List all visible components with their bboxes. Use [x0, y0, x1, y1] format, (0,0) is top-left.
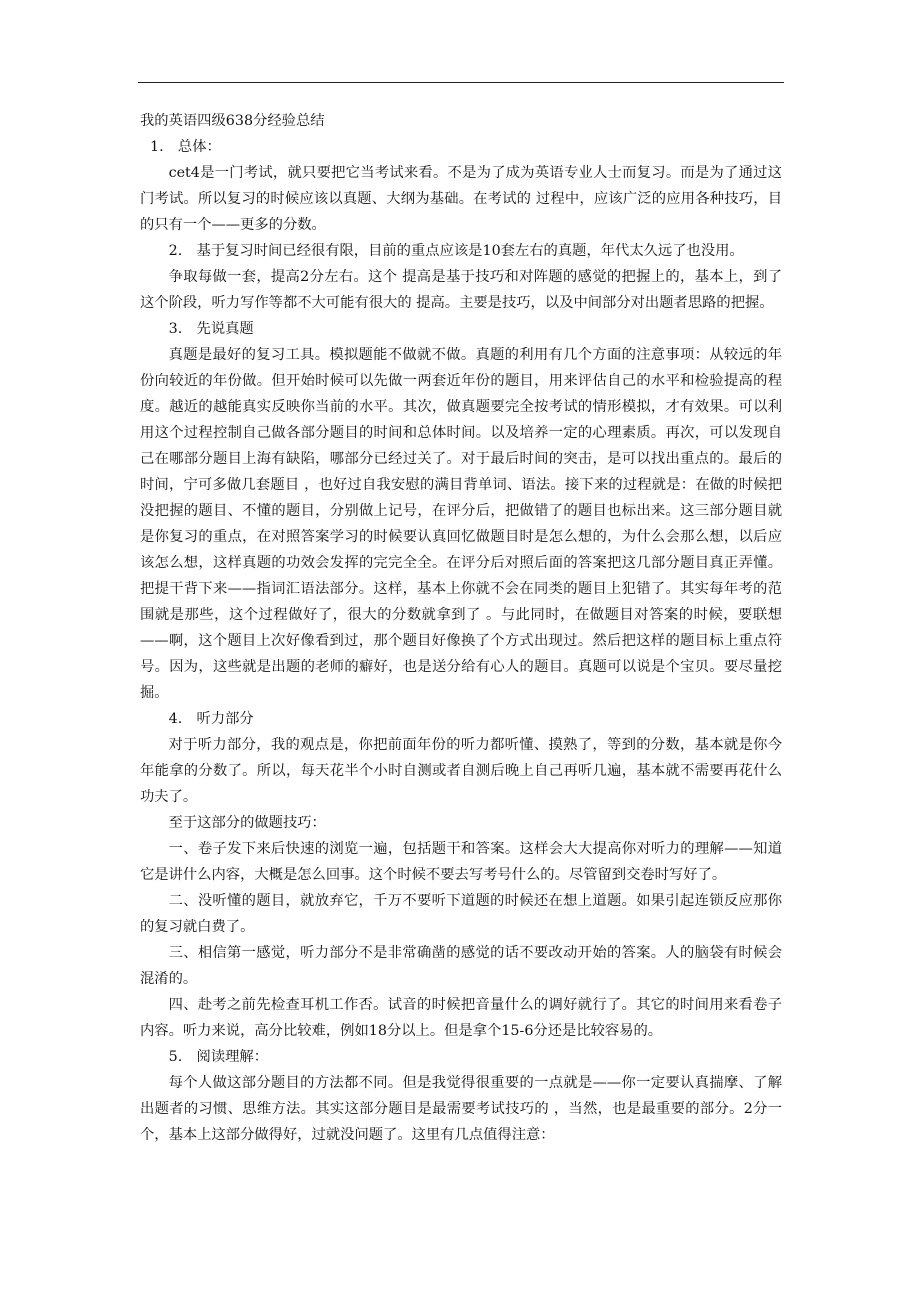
paragraph: 四、赴考之前先检查耳机工作否。试音的时候把音量什么的调好就行了。其它的时间用来看卷子内容。听力来说，高分比较难，例如18分以上。但是拿个15-6分还是比较容易的。	[140, 997, 782, 1039]
paragraph: 5. 阅读理解：	[168, 1049, 269, 1065]
header-rule	[138, 82, 784, 83]
paragraph: 二、没听懂的题目，就放弃它，千万不要听下道题的时候还在想上道题。如果引起连锁反应那你的复习就白费了。	[140, 893, 782, 935]
paragraph: 2. 基于复习时间已经很有限，目前的重点应该是10套左右的真题，年代太久远了也没用。	[168, 243, 744, 259]
document-title: 我的英语四级638分经验总结	[140, 113, 325, 129]
paragraph: 3. 先说真题	[168, 321, 254, 337]
paragraph: 对于听力部分，我的观点是，你把前面年份的听力都听懂、摸熟了，等到的分数，基本就是你今年能拿的分数了。所以，每天花半个小时自测或者自测后晚上自己再听几遍，基本就不需要再花什么功夫了。	[140, 737, 782, 805]
paragraph: cet4是一门考试，就只要把它当考试来看。不是为了成为英语专业人士而复习。而是为了通过这门考试。所以复习的时候应该以真题、大纲为基础。在考试的 过程中，应该广泛的应用各种技巧，目的只有一个——更多的分数。	[140, 165, 782, 233]
paragraph: 每个人做这部分题目的方法都不同。但是我觉得很重要的一点就是——你一定要认真揣摩、了解出题者的习惯、思维方法。其实这部分题目是最需要考试技巧的 ，当然，也是最重要的部分。2分一个，基本上这部分做得好，过就没问题了。这里有几点值得注意：	[140, 1075, 782, 1143]
paragraph: 至于这部分的做题技巧：	[168, 815, 326, 831]
paragraph: 一、卷子发下来后快速的浏览一遍，包括题干和答案。这样会大大提高你对听力的理解——知道它是讲什么内容，大概是怎么回事。这个时候不要去写考号什么的。尽管留到交卷时写好了。	[140, 841, 782, 883]
paragraph-list	[140, 134, 782, 1148]
paragraph: 三、相信第一感觉，听力部分不是非常确凿的感觉的话不要改动开始的答案。人的脑袋有时候会混淆的。	[140, 945, 782, 987]
paragraph: 争取每做一套，提高2分左右。这个 提高是基于技巧和对阵题的感觉的把握上的，基本上，到了这个阶段，听力写作等都不大可能有很大的 提高。主要是技巧，以及中间部分对出题者思路的把握。	[140, 269, 782, 311]
paragraph: 4. 听力部分	[168, 711, 254, 727]
paragraph: 1. 总体：	[150, 139, 221, 155]
paragraph: 真题是最好的复习工具。模拟题能不做就不做。真题的利用有几个方面的注意事项：从较远的年份向较近的年份做。但开始时候可以先做一两套近年份的题目，用来评估自己的水平和检验提高的程度。越近的越能真实反映你当前的水平。其次，做真题要完全按考试的情形模拟，才有效果。可以利用这个过程控制自己做各部分题目的时间和总体时间。以及培养一定的心理素质。再次，可以发现自己在哪部分题目上海有缺陷，哪部分已经过关了。对于最后时间的突击，是可以找出重点的。最后的时间，宁可多做几套题目 ，也好过自我安慰的满目背单词、语法。接下来的过程就是：在做的时候把没把握的题目、不懂的题目，分别做上记号，在评分后，把做错了的题目也标出来。这三部分题目就是你复习的重点，在对照答案学习的时候要认真回忆做题目时是怎么想的，为什么会那么想，以后应该怎么想，这样真题的功效会发挥的完完全全。在评分后对照后面的答案把这几部分题目真正弄懂。把提干背下来——指词汇语法部分。这样，基本上你就不会在同类的题目上犯错了。其实每年考的范围就是那些，这个过程做好了，很大的分数就拿到了 。与此同时，在做题目对答案的时候，要联想——啊，这个题目上次好像看到过，那个题目好像换了个方式出现过。然后把这样的题目标上重点符号。因为，这些就是出题的老师的癖好，也是送分给有心人的题目。真题可以说是个宝贝。要尽量挖掘。	[140, 347, 782, 701]
document-body	[140, 108, 782, 1148]
